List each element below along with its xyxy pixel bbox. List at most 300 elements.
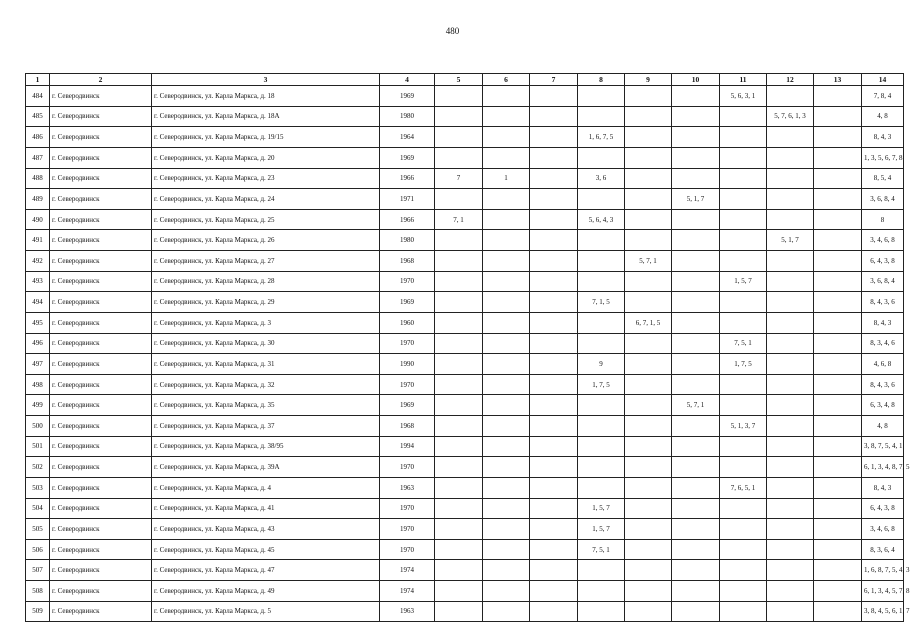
table-cell-col-2: г. Северодвинск <box>50 333 152 354</box>
table-cell-col-11 <box>720 292 767 313</box>
table-cell-col-7 <box>530 519 578 540</box>
table-cell-col-13 <box>814 209 862 230</box>
table-cell-col-2: г. Северодвинск <box>50 457 152 478</box>
table-cell-col-9 <box>625 416 672 437</box>
table-cell-col-5 <box>435 251 483 272</box>
table-cell-col-4: 1966 <box>380 209 435 230</box>
table-cell-col-2: г. Северодвинск <box>50 127 152 148</box>
table-cell-col-8 <box>578 189 625 210</box>
table-cell-col-10 <box>672 147 720 168</box>
table-cell-col-4: 1968 <box>380 251 435 272</box>
table-cell-col-6 <box>483 560 530 581</box>
table-cell-col-9 <box>625 333 672 354</box>
table-cell-col-8: 7, 5, 1 <box>578 539 625 560</box>
table-cell-col-12 <box>767 292 814 313</box>
column-header-14: 14 <box>862 74 904 86</box>
table-cell-col-14: 3, 4, 6, 8 <box>862 519 904 540</box>
table-cell-col-8 <box>578 230 625 251</box>
table-cell-col-6 <box>483 395 530 416</box>
table-cell-col-12 <box>767 581 814 602</box>
table-cell-col-13 <box>814 395 862 416</box>
register-table <box>25 73 910 622</box>
table-cell-col-14: 4, 8 <box>862 416 904 437</box>
table-cell-col-12 <box>767 312 814 333</box>
table-cell-col-10 <box>672 230 720 251</box>
table-cell-col-1: 494 <box>26 292 50 313</box>
table-cell-col-12: 5, 1, 7 <box>767 230 814 251</box>
table-cell-col-11: 7, 5, 1 <box>720 333 767 354</box>
table-cell-col-4: 1971 <box>380 189 435 210</box>
table-cell-col-2: г. Северодвинск <box>50 539 152 560</box>
table-cell-col-3: г. Северодвинск, ул. Карла Маркса, д. 31 <box>152 354 380 375</box>
table-cell-col-14: 3, 8, 7, 5, 4, 1 <box>862 436 904 457</box>
table-cell-col-14: 3, 4, 6, 8 <box>862 230 904 251</box>
table-cell-col-8 <box>578 86 625 107</box>
table-cell-col-8 <box>578 416 625 437</box>
table-cell-col-11 <box>720 230 767 251</box>
table-cell-col-10: 5, 7, 1 <box>672 395 720 416</box>
table-cell-col-12 <box>767 416 814 437</box>
table-cell-col-14: 8, 4, 3 <box>862 312 904 333</box>
table-cell-col-9 <box>625 106 672 127</box>
table-cell-col-10 <box>672 354 720 375</box>
table-cell-col-14: 3, 6, 8, 4 <box>862 271 904 292</box>
table-cell-col-4: 1966 <box>380 168 435 189</box>
table-cell-col-2: г. Северодвинск <box>50 106 152 127</box>
table-cell-col-13 <box>814 230 862 251</box>
table-cell-col-12 <box>767 457 814 478</box>
table-cell-col-1: 499 <box>26 395 50 416</box>
table-cell-col-10: 5, 1, 7 <box>672 189 720 210</box>
table-cell-col-1: 497 <box>26 354 50 375</box>
table-row <box>26 354 904 375</box>
column-header-10: 10 <box>672 74 720 86</box>
table-cell-col-8: 1, 6, 7, 5 <box>578 127 625 148</box>
table-cell-col-4: 1969 <box>380 292 435 313</box>
table-cell-col-2: г. Северодвинск <box>50 209 152 230</box>
table-cell-col-8 <box>578 477 625 498</box>
table-cell-col-5: 7 <box>435 168 483 189</box>
table-cell-col-12 <box>767 436 814 457</box>
table-cell-col-14: 8, 4, 3 <box>862 477 904 498</box>
table-cell-col-13 <box>814 436 862 457</box>
table-cell-col-6 <box>483 498 530 519</box>
table-cell-col-13 <box>814 354 862 375</box>
table-cell-col-4: 1994 <box>380 436 435 457</box>
table-cell-col-3: г. Северодвинск, ул. Карла Маркса, д. 4 <box>152 477 380 498</box>
table-cell-col-10 <box>672 416 720 437</box>
table-cell-col-14: 4, 6, 8 <box>862 354 904 375</box>
table-cell-col-4: 1960 <box>380 312 435 333</box>
table-cell-col-5 <box>435 560 483 581</box>
table-row <box>26 374 904 395</box>
table-cell-col-10 <box>672 168 720 189</box>
table-cell-col-10 <box>672 312 720 333</box>
table-cell-col-7 <box>530 271 578 292</box>
table-cell-col-5 <box>435 189 483 210</box>
table-cell-col-9 <box>625 127 672 148</box>
table-cell-col-3: г. Северодвинск, ул. Карла Маркса, д. 25 <box>152 209 380 230</box>
table-cell-col-8 <box>578 560 625 581</box>
table-row <box>26 498 904 519</box>
table-cell-col-5 <box>435 86 483 107</box>
table-cell-col-5 <box>435 539 483 560</box>
table-cell-col-1: 486 <box>26 127 50 148</box>
table-cell-col-10 <box>672 127 720 148</box>
table-cell-col-6 <box>483 416 530 437</box>
table-row <box>26 189 904 210</box>
column-header-4: 4 <box>380 74 435 86</box>
table-cell-col-3: г. Северодвинск, ул. Карла Маркса, д. 19/15 <box>152 127 380 148</box>
table-row <box>26 519 904 540</box>
table-cell-col-10 <box>672 374 720 395</box>
table-cell-col-5 <box>435 457 483 478</box>
table-body <box>26 86 910 622</box>
table-cell-col-7 <box>530 312 578 333</box>
table-cell-col-5 <box>435 106 483 127</box>
table-cell-col-11 <box>720 395 767 416</box>
table-cell-col-10 <box>672 251 720 272</box>
table-cell-col-1: 502 <box>26 457 50 478</box>
table-cell-col-8 <box>578 457 625 478</box>
table-row <box>26 333 904 354</box>
table-cell-col-8 <box>578 106 625 127</box>
table-cell-col-1: 503 <box>26 477 50 498</box>
table-cell-col-6 <box>483 127 530 148</box>
table-cell-col-3: г. Северодвинск, ул. Карла Маркса, д. 45 <box>152 539 380 560</box>
table-cell-col-14: 8, 3, 6, 4 <box>862 539 904 560</box>
table-cell-col-13 <box>814 519 862 540</box>
table-cell-col-10 <box>672 519 720 540</box>
table-cell-col-8 <box>578 271 625 292</box>
table-cell-col-7 <box>530 395 578 416</box>
table-cell-col-3: г. Северодвинск, ул. Карла Маркса, д. 35 <box>152 395 380 416</box>
table-cell-col-1: 493 <box>26 271 50 292</box>
table-cell-col-7 <box>530 189 578 210</box>
table-cell-col-10 <box>672 106 720 127</box>
table-row <box>26 395 904 416</box>
table-row <box>26 209 904 230</box>
column-header-13: 13 <box>814 74 862 86</box>
table-cell-col-6 <box>483 312 530 333</box>
table-cell-col-4: 1990 <box>380 354 435 375</box>
table-cell-col-4: 1970 <box>380 457 435 478</box>
table-cell-col-10 <box>672 436 720 457</box>
table-cell-col-2: г. Северодвинск <box>50 581 152 602</box>
table-cell-col-6 <box>483 189 530 210</box>
table-cell-col-5 <box>435 477 483 498</box>
table-cell-col-3: г. Северодвинск, ул. Карла Маркса, д. 3 <box>152 312 380 333</box>
table-cell-col-4: 1969 <box>380 395 435 416</box>
table-cell-col-3: г. Северодвинск, ул. Карла Маркса, д. 18 <box>152 86 380 107</box>
table-cell-col-13 <box>814 560 862 581</box>
table-cell-col-10 <box>672 581 720 602</box>
table-cell-col-14: 6, 1, 3, 4, 8, 7, 5 <box>862 457 904 478</box>
table-cell-col-11: 1, 5, 7 <box>720 271 767 292</box>
table-row <box>26 312 904 333</box>
table-cell-col-12 <box>767 477 814 498</box>
table-cell-col-4: 1968 <box>380 416 435 437</box>
table-cell-col-1: 500 <box>26 416 50 437</box>
table-cell-col-11 <box>720 581 767 602</box>
table-cell-col-5 <box>435 354 483 375</box>
table-cell-col-2: г. Северодвинск <box>50 147 152 168</box>
table-cell-col-11: 7, 6, 5, 1 <box>720 477 767 498</box>
table-cell-col-12 <box>767 395 814 416</box>
table-cell-col-10 <box>672 457 720 478</box>
table-cell-col-4: 1969 <box>380 147 435 168</box>
table-row <box>26 436 904 457</box>
table-cell-col-10 <box>672 292 720 313</box>
table-cell-col-4: 1970 <box>380 539 435 560</box>
table-row <box>26 560 904 581</box>
table-cell-col-7 <box>530 457 578 478</box>
table-cell-col-14: 3, 6, 8, 4 <box>862 189 904 210</box>
table-cell-col-9 <box>625 292 672 313</box>
table-cell-col-6 <box>483 292 530 313</box>
table-cell-col-14: 8, 4, 3, 6 <box>862 374 904 395</box>
table-cell-col-9 <box>625 147 672 168</box>
table-cell-col-1: 487 <box>26 147 50 168</box>
table-row <box>26 86 904 107</box>
table-cell-col-13 <box>814 374 862 395</box>
table-cell-col-8: 1, 5, 7 <box>578 498 625 519</box>
table-cell-col-13 <box>814 189 862 210</box>
table-cell-col-3: г. Северодвинск, ул. Карла Маркса, д. 29 <box>152 292 380 313</box>
table-cell-col-5 <box>435 395 483 416</box>
table-cell-col-11 <box>720 312 767 333</box>
table-cell-col-7 <box>530 251 578 272</box>
table-cell-col-4: 1980 <box>380 230 435 251</box>
table-cell-col-12 <box>767 601 814 622</box>
table-cell-col-9 <box>625 395 672 416</box>
table-cell-col-11: 5, 1, 3, 7 <box>720 416 767 437</box>
table-cell-col-1: 505 <box>26 519 50 540</box>
table-cell-col-7 <box>530 230 578 251</box>
table-cell-col-7 <box>530 601 578 622</box>
table-cell-col-9 <box>625 457 672 478</box>
table-row <box>26 271 904 292</box>
table-cell-col-9 <box>625 560 672 581</box>
column-header-7: 7 <box>530 74 578 86</box>
table-row <box>26 230 904 251</box>
table-cell-col-8: 1, 7, 5 <box>578 374 625 395</box>
table-cell-col-1: 490 <box>26 209 50 230</box>
table-cell-col-7 <box>530 168 578 189</box>
table-cell-col-4: 1970 <box>380 333 435 354</box>
table-cell-col-7 <box>530 477 578 498</box>
table-cell-col-10 <box>672 86 720 107</box>
table-cell-col-1: 491 <box>26 230 50 251</box>
table-cell-col-6 <box>483 354 530 375</box>
table-cell-col-6 <box>483 230 530 251</box>
table-cell-col-13 <box>814 127 862 148</box>
table-row <box>26 147 904 168</box>
table-cell-col-7 <box>530 127 578 148</box>
table-cell-col-5 <box>435 498 483 519</box>
table-cell-col-3: г. Северодвинск, ул. Карла Маркса, д. 24 <box>152 189 380 210</box>
table-cell-col-6 <box>483 106 530 127</box>
table-cell-col-4: 1970 <box>380 374 435 395</box>
table-cell-col-12 <box>767 251 814 272</box>
table-cell-col-2: г. Северодвинск <box>50 498 152 519</box>
table-cell-col-2: г. Северодвинск <box>50 292 152 313</box>
table-cell-col-14: 8, 4, 3, 6 <box>862 292 904 313</box>
table-cell-col-3: г. Северодвинск, ул. Карла Маркса, д. 30 <box>152 333 380 354</box>
table-cell-col-7 <box>530 416 578 437</box>
table-cell-col-11 <box>720 106 767 127</box>
table-cell-col-12 <box>767 519 814 540</box>
table-cell-col-12 <box>767 127 814 148</box>
table-cell-col-5 <box>435 436 483 457</box>
table-cell-col-6 <box>483 477 530 498</box>
table-cell-col-3: г. Северодвинск, ул. Карла Маркса, д. 5 <box>152 601 380 622</box>
table-cell-col-11 <box>720 560 767 581</box>
table-cell-col-11 <box>720 168 767 189</box>
table-cell-col-8 <box>578 251 625 272</box>
table-cell-col-7 <box>530 292 578 313</box>
table-cell-col-9 <box>625 230 672 251</box>
table-cell-col-12 <box>767 560 814 581</box>
table-cell-col-2: г. Северодвинск <box>50 86 152 107</box>
table-cell-col-7 <box>530 581 578 602</box>
table-cell-col-2: г. Северодвинск <box>50 312 152 333</box>
table-row <box>26 581 904 602</box>
table-cell-col-13 <box>814 581 862 602</box>
table-cell-col-11: 1, 7, 5 <box>720 354 767 375</box>
table-row <box>26 477 904 498</box>
table-cell-col-7 <box>530 374 578 395</box>
table-cell-col-6 <box>483 539 530 560</box>
table-cell-col-3: г. Северодвинск, ул. Карла Маркса, д. 28 <box>152 271 380 292</box>
table-cell-col-2: г. Северодвинск <box>50 251 152 272</box>
table-cell-col-3: г. Северодвинск, ул. Карла Маркса, д. 41 <box>152 498 380 519</box>
table-cell-col-9: 5, 7, 1 <box>625 251 672 272</box>
table-cell-col-1: 489 <box>26 189 50 210</box>
table-cell-col-10 <box>672 601 720 622</box>
table-cell-col-7 <box>530 354 578 375</box>
table-cell-col-9 <box>625 498 672 519</box>
table-cell-col-9: 6, 7, 1, 5 <box>625 312 672 333</box>
table-cell-col-3: г. Северодвинск, ул. Карла Маркса, д. 27 <box>152 251 380 272</box>
table-cell-col-9 <box>625 271 672 292</box>
table-cell-col-3: г. Северодвинск, ул. Карла Маркса, д. 49 <box>152 581 380 602</box>
table-cell-col-8: 1, 5, 7 <box>578 519 625 540</box>
table-cell-col-1: 509 <box>26 601 50 622</box>
table-cell-col-10 <box>672 560 720 581</box>
column-header-8: 8 <box>578 74 625 86</box>
table-cell-col-7 <box>530 560 578 581</box>
table-cell-col-14: 6, 3, 4, 8 <box>862 395 904 416</box>
table-row <box>26 106 904 127</box>
table-cell-col-14: 6, 4, 3, 8 <box>862 498 904 519</box>
table-cell-col-2: г. Северодвинск <box>50 601 152 622</box>
table-cell-col-2: г. Северодвинск <box>50 477 152 498</box>
table-cell-col-11 <box>720 457 767 478</box>
table-row <box>26 292 904 313</box>
table-cell-col-11 <box>720 519 767 540</box>
table-cell-col-5 <box>435 147 483 168</box>
table-cell-col-9 <box>625 539 672 560</box>
table-cell-col-3: г. Северодвинск, ул. Карла Маркса, д. 32 <box>152 374 380 395</box>
table-cell-col-6 <box>483 251 530 272</box>
table-cell-col-7 <box>530 147 578 168</box>
table-cell-col-8 <box>578 395 625 416</box>
table-cell-col-5 <box>435 601 483 622</box>
table-cell-col-11 <box>720 436 767 457</box>
column-header-2: 2 <box>50 74 152 86</box>
table-cell-col-14: 8 <box>862 209 904 230</box>
table-cell-col-6 <box>483 86 530 107</box>
table-cell-col-8 <box>578 436 625 457</box>
table-cell-col-5: 7, 1 <box>435 209 483 230</box>
table-cell-col-8: 7, 1, 5 <box>578 292 625 313</box>
table-cell-col-12 <box>767 498 814 519</box>
table-cell-col-11 <box>720 251 767 272</box>
table-row <box>26 457 904 478</box>
table-cell-col-12 <box>767 189 814 210</box>
table-cell-col-3: г. Северодвинск, ул. Карла Маркса, д. 37 <box>152 416 380 437</box>
table-cell-col-4: 1964 <box>380 127 435 148</box>
table-cell-col-8: 9 <box>578 354 625 375</box>
table-cell-col-12 <box>767 271 814 292</box>
table-row <box>26 601 904 622</box>
table-cell-col-8: 5, 6, 4, 3 <box>578 209 625 230</box>
table-row <box>26 539 904 560</box>
table-header-row <box>26 74 904 86</box>
table-cell-col-7 <box>530 436 578 457</box>
table-cell-col-8 <box>578 312 625 333</box>
table-cell-col-9 <box>625 519 672 540</box>
table-cell-col-9 <box>625 189 672 210</box>
table-cell-col-4: 1974 <box>380 560 435 581</box>
column-header-12: 12 <box>767 74 814 86</box>
column-header-5: 5 <box>435 74 483 86</box>
table-cell-col-6 <box>483 271 530 292</box>
table-cell-col-9 <box>625 354 672 375</box>
table-cell-col-2: г. Северодвинск <box>50 374 152 395</box>
table-cell-col-14: 8, 5, 4 <box>862 168 904 189</box>
table-cell-col-4: 1970 <box>380 498 435 519</box>
table-cell-col-12 <box>767 147 814 168</box>
table-cell-col-11 <box>720 209 767 230</box>
table-cell-col-2: г. Северодвинск <box>50 416 152 437</box>
table-cell-col-12 <box>767 86 814 107</box>
table-cell-col-1: 504 <box>26 498 50 519</box>
table-cell-col-5 <box>435 519 483 540</box>
table-cell-col-2: г. Северодвинск <box>50 271 152 292</box>
table-cell-col-13 <box>814 147 862 168</box>
column-header-9: 9 <box>625 74 672 86</box>
table-cell-col-1: 506 <box>26 539 50 560</box>
table-cell-col-7 <box>530 333 578 354</box>
table-cell-col-5 <box>435 333 483 354</box>
table-cell-col-9 <box>625 601 672 622</box>
table-row <box>26 251 904 272</box>
table-cell-col-11 <box>720 539 767 560</box>
table-cell-col-14: 1, 3, 5, 6, 7, 8 <box>862 147 904 168</box>
table-cell-col-1: 507 <box>26 560 50 581</box>
table-cell-col-1: 496 <box>26 333 50 354</box>
table-row <box>26 168 904 189</box>
table-cell-col-13 <box>814 168 862 189</box>
table-cell-col-10 <box>672 539 720 560</box>
table-cell-col-9 <box>625 374 672 395</box>
table-cell-col-11 <box>720 127 767 148</box>
table-cell-col-5 <box>435 271 483 292</box>
table-cell-col-11 <box>720 498 767 519</box>
table-cell-col-5 <box>435 312 483 333</box>
